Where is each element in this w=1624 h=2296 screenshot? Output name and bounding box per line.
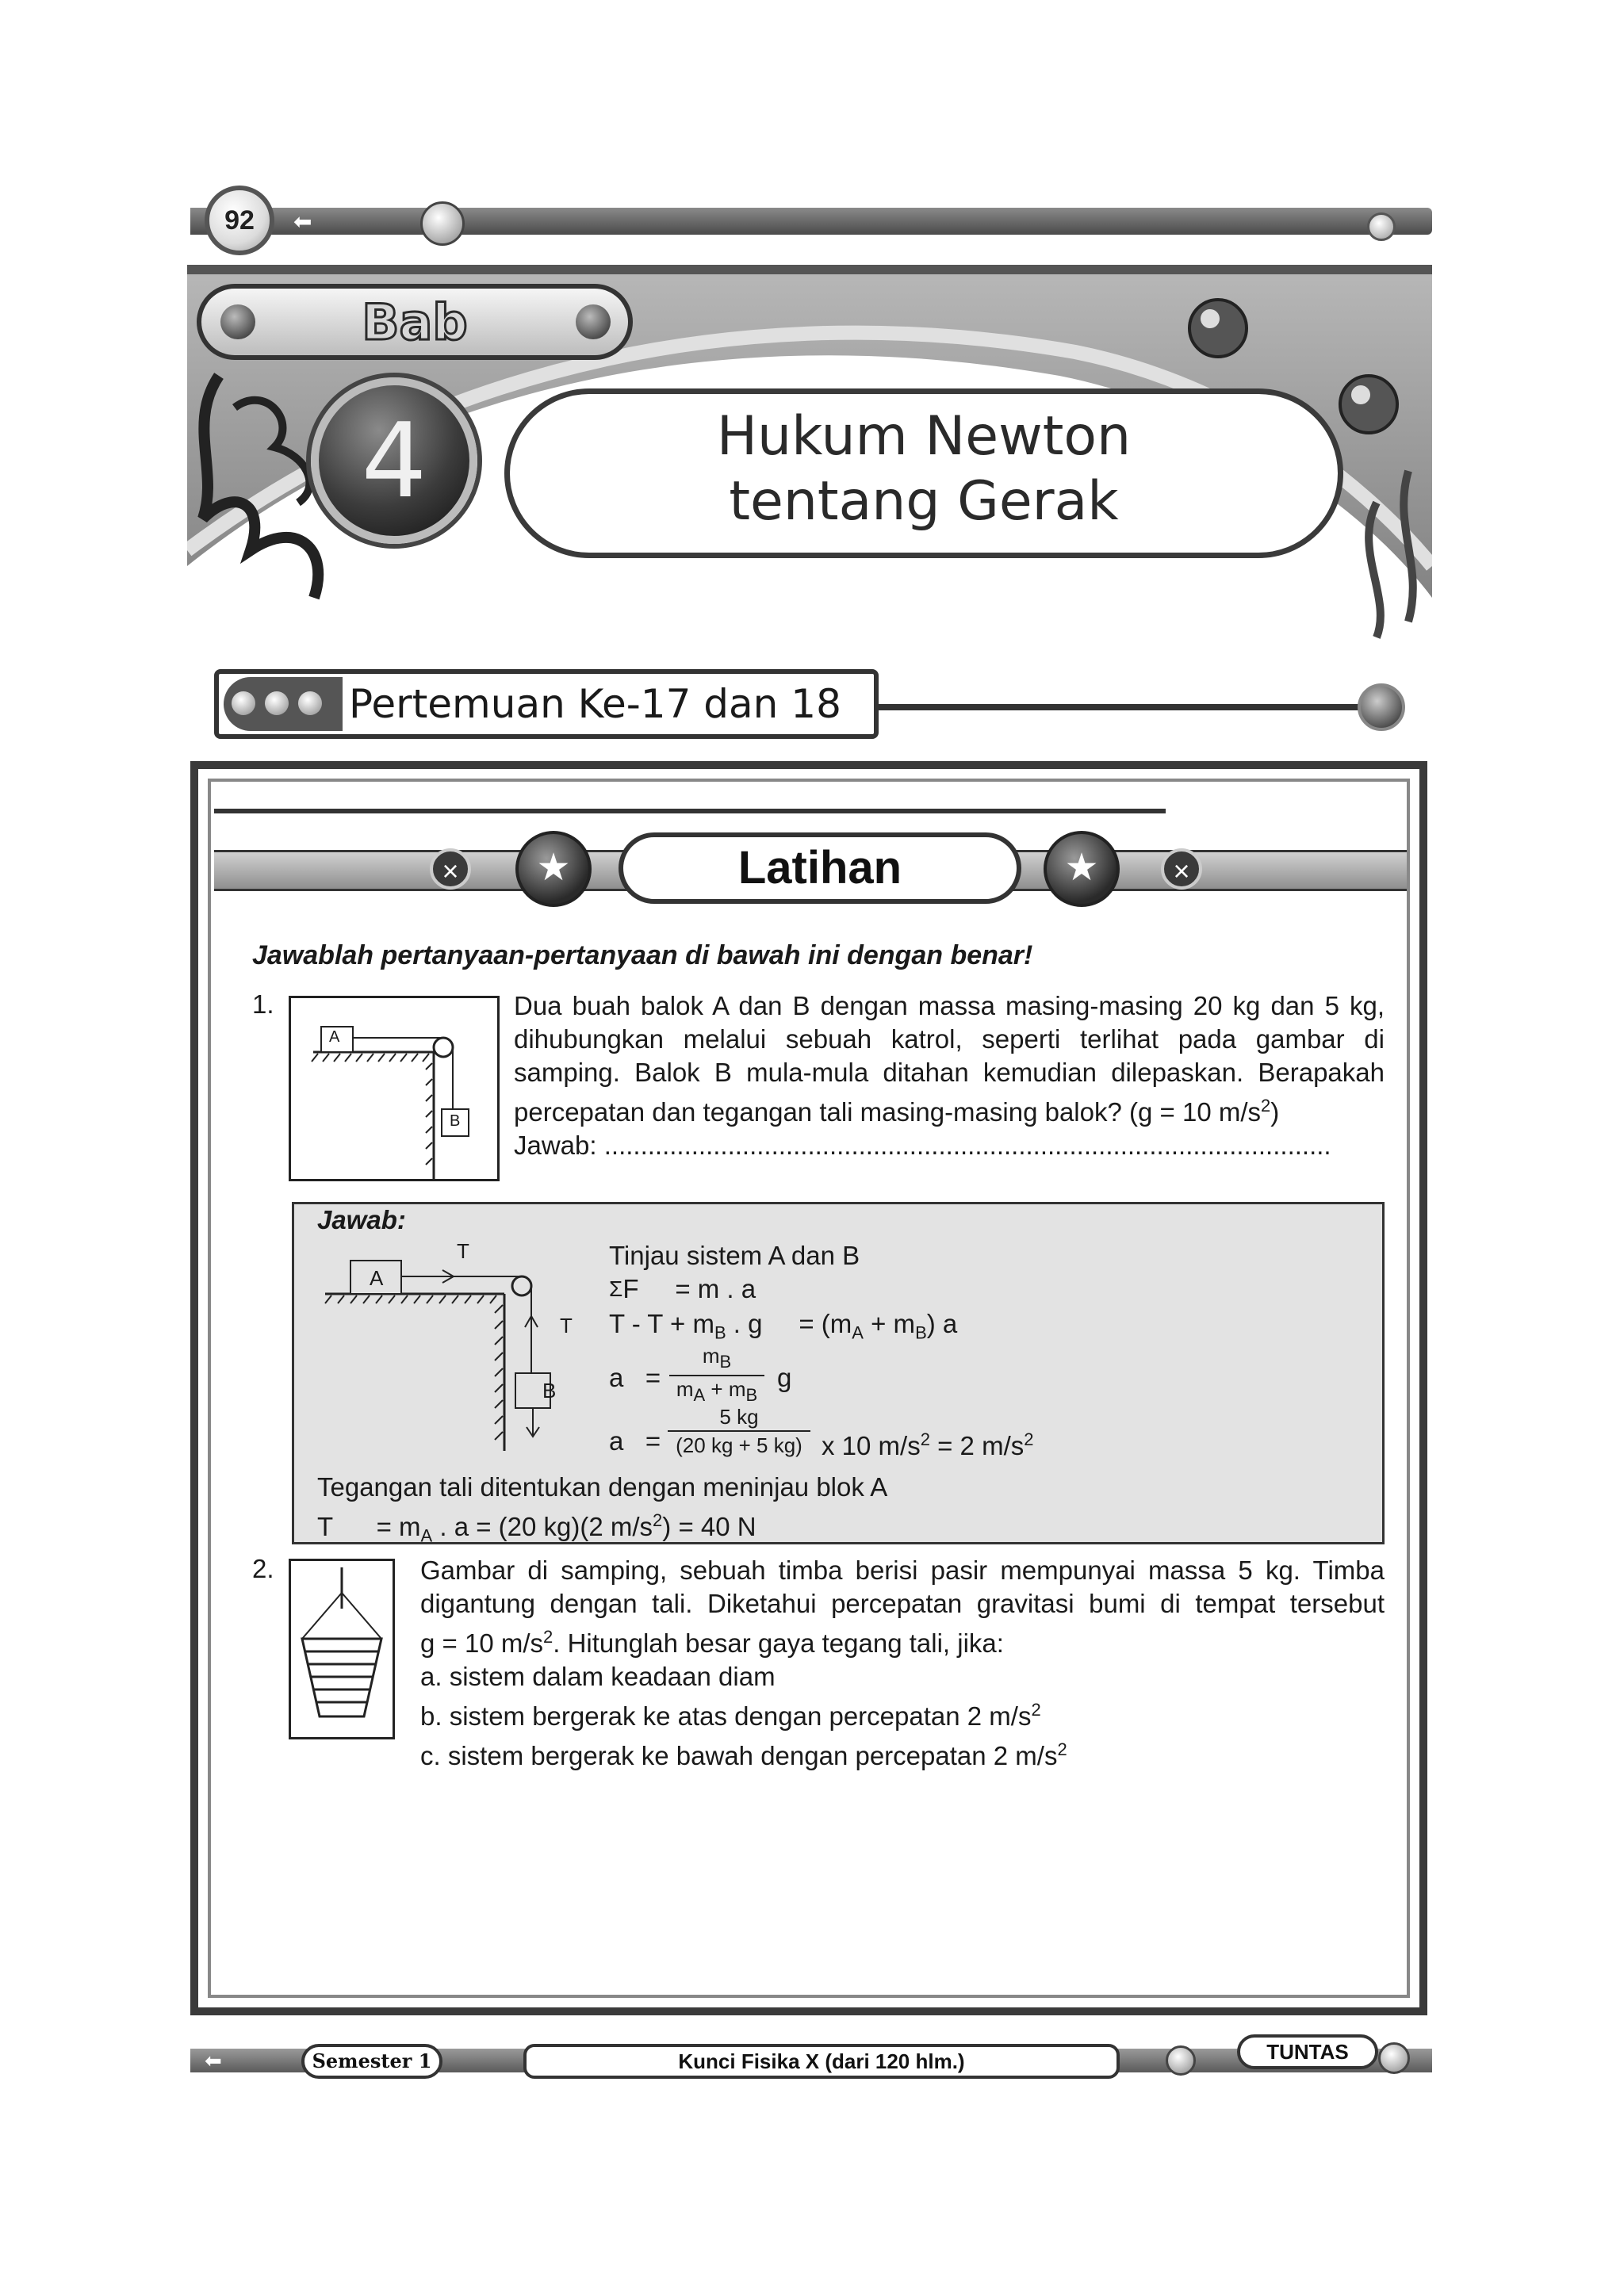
footer-book: Kunci Fisika X (dari 120 hlm.) (523, 2044, 1120, 2079)
decor-dot (232, 691, 255, 715)
meeting-title: Pertemuan Ke-17 dan 18 (349, 681, 841, 727)
option-a: a. sistem dalam keadaan diam (420, 1662, 776, 1691)
decor-ball (1358, 683, 1405, 731)
decor-dot (265, 691, 289, 715)
decor-ball (1367, 212, 1396, 241)
star-icon: ★ (1044, 831, 1120, 907)
solution-eq2: $T - T + m_B$ . g = $(m_A + m_B)$ a (609, 1309, 958, 1343)
chapter-title-line1: Hukum Newton (716, 405, 1132, 468)
block-b-label: B (450, 1112, 461, 1130)
question2-line3: g = 10 $m/s^2$. Hitunglah besar gaya tegang tali, jika: (420, 1627, 1004, 1658)
sigma-symbol: Σ (609, 1276, 623, 1301)
star-icon: ★ (515, 831, 592, 907)
pulley-figure (289, 996, 500, 1181)
solution-eq4-lhs: a = (609, 1426, 661, 1456)
answer-pulley-diagram (317, 1237, 587, 1451)
chapter-title (504, 404, 1343, 534)
answer-prompt: Jawab: .................................................................................................... (514, 1131, 1331, 1160)
close-icon: × (430, 848, 471, 890)
tension-intro: Tegangan tali ditentukan dengan meninjau blok A (317, 1472, 888, 1502)
fraction-denominator: (20 kg + 5 kg) (676, 1433, 802, 1457)
question1-text (514, 989, 1385, 1162)
solution-sumF: $^\Sigma$F = m . a (609, 1274, 756, 1303)
footer-brand: TUNTAS (1237, 2034, 1378, 2069)
decor-ball (1166, 2045, 1196, 2076)
chapter-title-line2: tentang Gerak (729, 470, 1119, 533)
section-title: Latihan (737, 842, 902, 894)
fraction-numerator: 5 kg (668, 1403, 810, 1432)
arrow-left-icon: ⬅ (293, 209, 312, 234)
question2-line2: digantung dengan tali. Diketahui percepatan gravitasi bumi di tempat tersebut (420, 1589, 1385, 1618)
question-number: 2. (252, 1554, 274, 1583)
meeting-divider (879, 704, 1370, 710)
pulley-diagram (291, 998, 497, 1179)
question1-line4: percepatan dan tegangan tali masing-masing balok? (g = 10 $m/s^2$) (514, 1096, 1280, 1127)
page-number: 92 (205, 186, 274, 255)
question2-text (420, 1554, 1385, 1773)
decor-ball (1378, 2042, 1410, 2074)
solution-eq4-fraction (668, 1403, 810, 1459)
instruction: Jawablah pertanyaan-pertanyaan di bawah ini dengan benar! (252, 940, 1033, 970)
question1-line3: samping. Balok B mula-mula ditahan kemudian dilepaskan. Berapakah (514, 1058, 1385, 1087)
solution-review: Tinjau sistem A dan B (609, 1241, 860, 1270)
tension-label-side: T (560, 1314, 573, 1337)
question1-line2: dihubungkan melalui sebuah katrol, seperti terlihat pada gambar di (514, 1024, 1385, 1054)
tension-result: T = $m_A$ . a = (20 kg)(2 $m/s^2) = 40$ N (317, 1510, 756, 1546)
solution-eq3-lhs: a = (609, 1363, 661, 1392)
decor-ball (420, 201, 465, 246)
decor-dot (298, 691, 322, 715)
tension-label-top: T (457, 1239, 469, 1263)
chapter-label: Bab (362, 293, 468, 351)
fraction-numerator: $m_B$ (669, 1343, 764, 1376)
answer-heading: Jawab: (317, 1205, 406, 1234)
footer-semester: Semester 1 (301, 2044, 442, 2079)
bucket-diagram (291, 1561, 393, 1737)
option-b: b. sistem bergerak ke atas dengan percepatan 2 $m/s^2$ (420, 1700, 1041, 1731)
block-a-label: A (370, 1266, 384, 1290)
solution-eq4-result: x 10 $m/s^2 = 2$ $m/s^2$ (822, 1429, 1034, 1460)
solution-eq3-fraction (669, 1343, 764, 1408)
question1-line1: Dua buah balok A dan B dengan massa masing-masing 20 kg dan 5 kg, (514, 991, 1385, 1020)
close-icon: × (1161, 848, 1202, 890)
question2-line1: Gambar di samping, sebuah timba berisi pasir mempunyai massa 5 kg. Timba (420, 1556, 1385, 1585)
option-c: c. sistem bergerak ke bawah dengan percepatan 2 $m/s^2$ (420, 1739, 1067, 1770)
arrow-left-icon: ⬅ (205, 2049, 222, 2072)
chapter-number: 4 (311, 377, 477, 544)
fraction-denominator: $m_A + m_B$ (676, 1377, 758, 1406)
latihan-bar-top-line (214, 809, 1166, 813)
block-b-label: B (542, 1379, 557, 1402)
block-a-label: A (329, 1028, 340, 1046)
question-number: 1. (252, 989, 274, 1019)
bucket-figure (289, 1559, 395, 1739)
solution-eq3-g: g (777, 1363, 792, 1392)
top-decor-bar (190, 208, 1432, 235)
